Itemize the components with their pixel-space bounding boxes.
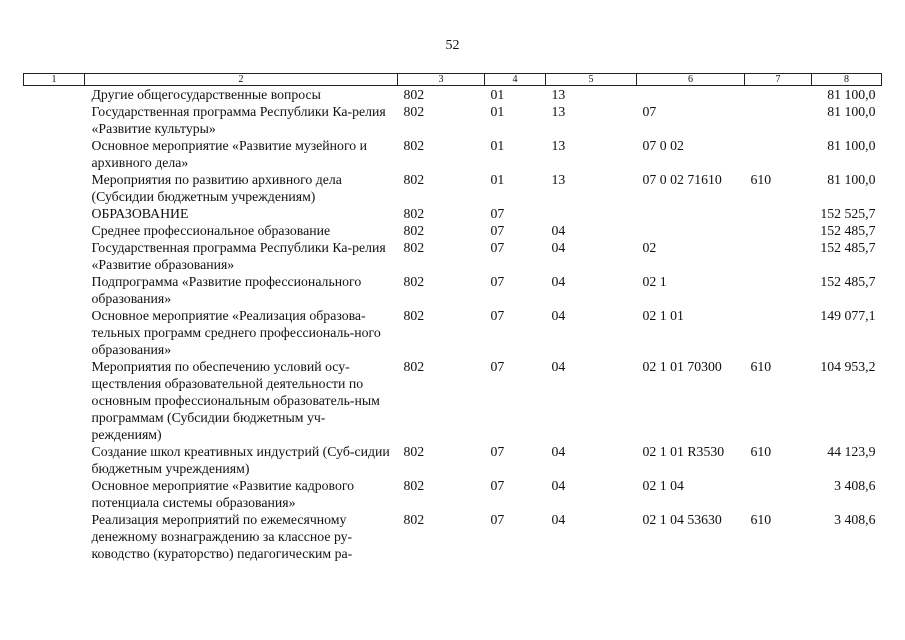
section-code: 07 bbox=[490, 444, 505, 459]
row-name: Реализация мероприятий по ежемесячному денежному вознаграждению за классное ру-ководство (кураторство) педагогическим ра- bbox=[91, 512, 353, 561]
table-body bbox=[24, 74, 882, 563]
row-name: Создание школ креативных индустрий (Суб-сидии бюджетным учреждениям) bbox=[91, 444, 390, 476]
subsection-code bbox=[546, 205, 637, 222]
amount-value: 3 408,6 bbox=[834, 478, 876, 493]
row-number-cell bbox=[24, 137, 85, 171]
table-row bbox=[24, 307, 882, 358]
ministry-code: 802 bbox=[403, 206, 425, 221]
row-number-cell bbox=[24, 443, 85, 477]
ministry-code: 802 bbox=[403, 240, 425, 255]
section-code: 07 bbox=[490, 359, 505, 374]
row-name: Мероприятия по развитию архивного дела (Субсидии бюджетным учреждениям) bbox=[91, 172, 342, 204]
ministry-code: 802 bbox=[403, 223, 425, 238]
section-code: 07 bbox=[490, 308, 505, 323]
row-number-cell bbox=[24, 273, 85, 307]
target-code: 07 0 02 71610 bbox=[642, 172, 722, 187]
expense-type-code bbox=[745, 205, 812, 222]
subsection-code: 04 bbox=[551, 240, 566, 255]
section-code: 01 bbox=[490, 172, 505, 187]
ministry-code: 802 bbox=[403, 274, 425, 289]
target-code: 02 1 04 bbox=[642, 478, 684, 493]
row-number-cell bbox=[24, 307, 85, 358]
page-number: 52 bbox=[445, 38, 460, 53]
row-name: Основное мероприятие «Реализация образова-тельных программ среднего профессиональ-ного образования» bbox=[91, 308, 381, 357]
target-code: 07 0 02 bbox=[642, 138, 684, 153]
expense-type-code: 610 bbox=[750, 172, 772, 187]
amount-value: 152 485,7 bbox=[820, 240, 876, 255]
table-row bbox=[24, 205, 882, 222]
section-code: 01 bbox=[490, 138, 505, 153]
target-code bbox=[637, 205, 745, 222]
budget-table bbox=[23, 73, 882, 562]
row-name: Государственная программа Республики Ка-релия «Развитие культуры» bbox=[91, 104, 386, 136]
expense-type-code bbox=[745, 86, 812, 104]
subsection-code: 04 bbox=[551, 308, 566, 323]
subsection-code: 04 bbox=[551, 274, 566, 289]
row-number-cell bbox=[24, 511, 85, 562]
table-row bbox=[24, 358, 882, 443]
row-number-cell bbox=[24, 86, 85, 104]
column-number: 8 bbox=[812, 74, 882, 86]
amount-value: 3 408,6 bbox=[834, 512, 876, 527]
row-name: Государственная программа Республики Ка-релия «Развитие образования» bbox=[91, 240, 386, 272]
column-number: 6 bbox=[637, 74, 745, 86]
section-code: 01 bbox=[490, 87, 505, 102]
expense-type-code bbox=[745, 273, 812, 307]
row-name: Среднее профессиональное образование bbox=[91, 223, 331, 238]
section-code: 07 bbox=[490, 478, 505, 493]
expense-type-code: 610 bbox=[750, 512, 772, 527]
target-code: 02 bbox=[642, 240, 657, 255]
ministry-code: 802 bbox=[403, 104, 425, 119]
amount-value: 44 123,9 bbox=[827, 444, 876, 459]
row-number-cell bbox=[24, 171, 85, 205]
target-code: 02 1 01 bbox=[642, 308, 684, 323]
amount-value: 152 485,7 bbox=[820, 223, 876, 238]
column-number: 1 bbox=[24, 74, 85, 86]
row-name: Основное мероприятие «Развитие музейного и архивного дела» bbox=[91, 138, 367, 170]
column-number: 7 bbox=[745, 74, 812, 86]
column-number: 4 bbox=[485, 74, 546, 86]
section-code: 07 bbox=[490, 240, 505, 255]
table-row bbox=[24, 103, 882, 137]
table-row bbox=[24, 171, 882, 205]
subsection-code: 13 bbox=[551, 87, 566, 102]
amount-value: 152 525,7 bbox=[820, 206, 876, 221]
subsection-code: 13 bbox=[551, 138, 566, 153]
subsection-code: 13 bbox=[551, 172, 566, 187]
section-code: 07 bbox=[490, 274, 505, 289]
target-code bbox=[637, 86, 745, 104]
ministry-code: 802 bbox=[403, 512, 425, 527]
row-name: Другие общегосударственные вопросы bbox=[91, 87, 321, 102]
subsection-code: 04 bbox=[551, 478, 566, 493]
row-number-cell bbox=[24, 477, 85, 511]
expense-type-code bbox=[745, 222, 812, 239]
amount-value: 81 100,0 bbox=[827, 104, 876, 119]
expense-type-code: 610 bbox=[750, 359, 772, 374]
subsection-code: 04 bbox=[551, 444, 566, 459]
ministry-code: 802 bbox=[403, 87, 425, 102]
expense-type-code bbox=[745, 103, 812, 137]
column-number-row bbox=[24, 74, 882, 86]
target-code bbox=[637, 222, 745, 239]
ministry-code: 802 bbox=[403, 172, 425, 187]
row-name: Мероприятия по обеспечению условий осу-ществления образовательной деятельности по основным профессиональным образователь-ным программам (Субсидии бюджетным уч-реждениям) bbox=[91, 359, 380, 442]
row-number-cell bbox=[24, 358, 85, 443]
table-row bbox=[24, 443, 882, 477]
table-row bbox=[24, 477, 882, 511]
row-name: Подпрограмма «Развитие профессионального образования» bbox=[91, 274, 362, 306]
column-number: 2 bbox=[85, 74, 398, 86]
expense-type-code bbox=[745, 239, 812, 273]
subsection-code: 04 bbox=[551, 512, 566, 527]
expense-type-code: 610 bbox=[750, 444, 772, 459]
ministry-code: 802 bbox=[403, 308, 425, 323]
row-number-cell bbox=[24, 103, 85, 137]
expense-type-code bbox=[745, 137, 812, 171]
table-row bbox=[24, 239, 882, 273]
row-number-cell bbox=[24, 222, 85, 239]
row-name: Основное мероприятие «Развитие кадрового потенциала системы образования» bbox=[91, 478, 355, 510]
subsection-code: 04 bbox=[551, 223, 566, 238]
ministry-code: 802 bbox=[403, 444, 425, 459]
target-code: 02 1 04 53630 bbox=[642, 512, 722, 527]
amount-value: 81 100,0 bbox=[827, 87, 876, 102]
table-row bbox=[24, 511, 882, 562]
amount-value: 149 077,1 bbox=[820, 308, 876, 323]
table-row bbox=[24, 137, 882, 171]
target-code: 02 1 01 R3530 bbox=[642, 444, 725, 459]
ministry-code: 802 bbox=[403, 359, 425, 374]
target-code: 07 bbox=[642, 104, 657, 119]
section-code: 07 bbox=[490, 512, 505, 527]
amount-value: 81 100,0 bbox=[827, 172, 876, 187]
amount-value: 152 485,7 bbox=[820, 274, 876, 289]
expense-type-code bbox=[745, 477, 812, 511]
subsection-code: 04 bbox=[551, 359, 566, 374]
target-code: 02 1 bbox=[642, 274, 667, 289]
amount-value: 81 100,0 bbox=[827, 138, 876, 153]
table-row bbox=[24, 86, 882, 104]
column-number: 5 bbox=[546, 74, 637, 86]
section-code: 07 bbox=[490, 206, 505, 221]
row-number-cell bbox=[24, 239, 85, 273]
ministry-code: 802 bbox=[403, 478, 425, 493]
section-code: 01 bbox=[490, 104, 505, 119]
table-row bbox=[24, 273, 882, 307]
table-row bbox=[24, 222, 882, 239]
section-code: 07 bbox=[490, 223, 505, 238]
row-name: ОБРАЗОВАНИЕ bbox=[91, 206, 189, 221]
expense-type-code bbox=[745, 307, 812, 358]
column-number: 3 bbox=[398, 74, 485, 86]
target-code: 02 1 01 70300 bbox=[642, 359, 722, 374]
amount-value: 104 953,2 bbox=[820, 359, 876, 374]
ministry-code: 802 bbox=[403, 138, 425, 153]
row-number-cell bbox=[24, 205, 85, 222]
subsection-code: 13 bbox=[551, 104, 566, 119]
